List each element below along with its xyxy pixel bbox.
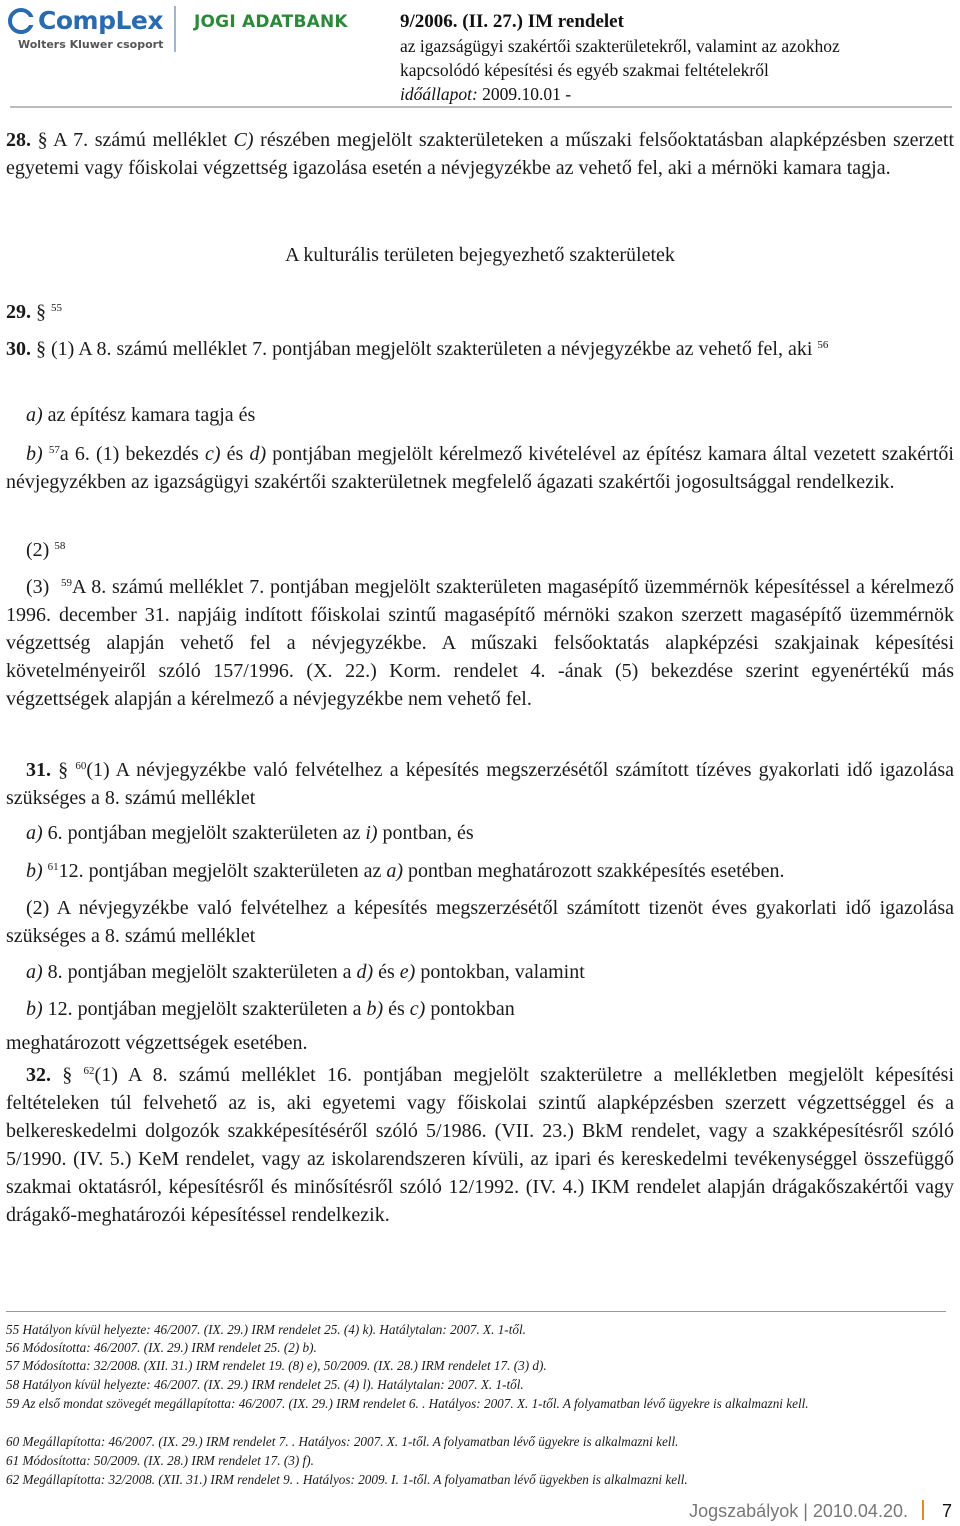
page-number: 7 [941,1501,952,1521]
header-rule [10,106,952,108]
point-italic: d) [249,443,267,465]
point-label: b) [26,860,43,882]
paragraph-29 [6,298,954,326]
header-document-info [400,10,840,106]
document-state [400,82,840,106]
paragraph-text: (1) A 8. számú melléklet 16. pontjában megjelölt szakterületre a mellékletben megjelölt képesítési feltételeken túl felvehető az is, aki egyetemi vagy főiskolai szintű alapképzésben szerzett végzettséggel és a belkereskedelmi dolgozók szakképesítéséről szóló 5/1986. (VII. 23.) BkM rendelet, vagy a szakképesítésről szóló 5/1990. (IV. 5.) KeM rendelet, vagy az iskolarendszeren kívüli, az ipari és kereskedelmi tevékenységgel összefüggő szakmai oktatásról, képesítésről és minősítésről szóló 12/1992. (IV. 4.) IKM rendelet alapján drágakőszakértői vagy drágakő-meghatározói képesítéssel rendelkezik. [6,1064,955,1226]
point-text: és [220,443,250,465]
state-value: 2009.10.01 - [477,84,572,104]
paragraph-text: (1) A névjegyzékbe való felvételhez a képesítés megszerzésétől számított tízéves gyakorlati idő igazolása szükséges a 8. számú melléklet [6,759,955,809]
footnote-56: 56 Módosította: 46/2007. (IX. 29.) IRM rendelet 25. (2) b). [6,1340,317,1355]
point-label: a) [26,961,43,983]
point-italic: i) [365,822,378,844]
footnote-ref[interactable]: 60 [75,760,87,772]
subsection-text: A 8. számú melléklet 7. pontjában megjelölt szakterületen magasépítő üzemmérnök képesítéssel a kérelmező 1996. december 31. napjáig indított főiskolai szintű magasépítő mérnöki szakon szerzett magasépítő üzemmérnök végzettség alapján vehető fel a névjegyzékbe. A műszaki felsőoktatás alapképzési szakjainak képesítési követelményeiről szóló 157/1996. (X. 22.) Korm. rendelet 4. -ának (5) bekezdése szerint egyenértékű más végzettségek alapján a kérelmező a névjegyzékbe nem vehető fel. [6,576,954,710]
point-text: pontokban [425,998,515,1020]
footnote-ref[interactable]: 61 [47,861,59,873]
footer-accent-bar [922,1500,924,1520]
footnote-ref[interactable]: 57 [48,444,60,456]
paragraph-number: 31. [26,759,51,781]
point-text: és [383,998,410,1020]
paragraph-italic: C) [233,129,254,151]
section-sign-icon: § [31,301,51,323]
point-b [6,440,954,496]
point-italic: c) [409,998,426,1020]
state-label: időállapot: [400,84,478,104]
footer-source: Jogszabályok | 2010.04.20. [689,1501,908,1521]
point-text: pontban, és [377,822,474,844]
paragraph-number: 32. [26,1064,51,1086]
point-italic: d) [356,961,374,983]
complex-logo-icon [8,8,34,34]
footnote-ref[interactable]: 62 [83,1065,95,1077]
logo-subtitle: Wolters Kluwer csoport [18,38,164,51]
subsection-3 [6,573,954,713]
document-subtitle-line2: kapcsolódó képesítési és egyéb szakmai feltételekről [400,60,769,80]
point-italic: b) [366,998,384,1020]
point-31-2-a [26,958,954,986]
page-footer [689,1500,952,1522]
subsection-31-2-tail: meghatározott végzettségek esetében. [6,1032,308,1054]
header-divider [174,6,176,52]
footnote-61: 61 Módosította: 50/2009. (IX. 28.) IRM rendelet 17. (3) f). [6,1453,314,1468]
subsection-label: (3) [26,576,50,598]
paragraph-number: 29. [6,301,31,323]
point-label: a) [26,822,43,844]
point-italic: c) [204,443,221,465]
subsection-2 [26,536,954,564]
paragraph-31 [6,756,954,812]
footnote-rule [6,1311,946,1312]
point-italic: e) [399,961,416,983]
complex-logo [8,6,168,50]
point-label: a) [26,404,43,426]
point-31-b [26,857,954,885]
point-text: és [373,961,400,983]
section-sign-icon: § [51,1064,84,1086]
paragraph-text: részében megjelölt szakterületeken a műszaki felsőoktatásban alapképzésben szerzett egyetemi vagy főiskolai végzettség igazolása esetén a névjegyzékbe az vehető fel, aki a mérnöki kamara tagja. [6,129,955,179]
footnote-57: 57 Módosította: 32/2008. (XII. 31.) IRM rendelet 19. (8) e), 50/2009. (IX. 28.) IRM rendelet 17. (3) d). [6,1358,547,1373]
section-heading: A kulturális területen bejegyezhető szakterületek [285,244,675,266]
document-title: 9/2006. (II. 27.) IM rendelet [400,11,624,32]
footnote-55: 55 Hatályon kívül helyezte: 46/2007. (IX. 29.) IRM rendelet 25. (4) k). Hatálytalan: 2007. X. 1-től. [6,1322,526,1337]
point-text: pontokban, valamint [415,961,585,983]
footnote-59: 59 Az első mondat szövegét megállapította: 46/2007. (IX. 29.) IRM rendelet 6. . Hatályos: 2007. X. 1-től. A folyamatban lévő ügyekre is alkalmazni kell. [6,1396,809,1411]
point-text: az építész kamara tagja és [42,404,256,426]
section-sign-icon: § [51,759,76,781]
footnote-ref[interactable]: 56 [817,339,829,351]
section-sign-icon: § [31,338,46,360]
point-label: b) [26,998,43,1020]
footnote-62: 62 Megállapította: 32/2008. (XII. 31.) IRM rendelet 9. . Hatályos: 2009. I. 1-től. A folyamatban lévő ügyekben is alkalmazni kell. [6,1472,688,1487]
point-label: b) [26,443,43,465]
footnote-60: 60 Megállapította: 46/2007. (IX. 29.) IRM rendelet 7. . Hatályos: 2007. X. 1-től. A folyamatban lévő ügyekre is alkalmazni kell. [6,1434,679,1449]
section-sign-icon: § [31,129,48,151]
footnote-ref[interactable]: 59 [61,577,73,589]
point-text: 8. pontjában megjelölt szakterületen a [42,961,357,983]
subsection-text: (2) A névjegyzékbe való felvételhez a képesítés megszerzésétől számított tizenöt éves gyakorlati idő igazolása szükséges a 8. számú melléklet [6,897,954,947]
paragraph-number: 28. [6,129,31,151]
point-a [26,401,954,429]
paragraph-text: A 7. számú melléklet [47,129,234,151]
footnote-ref[interactable]: 55 [51,302,62,314]
paragraph-number: 30. [6,338,31,360]
logo-brand: CompLex [38,6,163,35]
paragraph-28 [6,126,954,182]
point-text: a 6. (1) bekezdés [59,443,205,465]
paragraph-30 [6,335,954,363]
footnote-58: 58 Hatályon kívül helyezte: 46/2007. (IX. 29.) IRM rendelet 25. (4) l). Hatálytalan: 2007. X. 1-től. [6,1377,524,1392]
jogi-adatbank-logo: JOGI ADATBANK [194,12,348,32]
point-text: pontban meghatározott szakképesítés esetében. [403,860,785,882]
point-31-2-b [26,995,954,1023]
page-header [0,0,960,112]
subsection-31-2 [6,894,954,950]
point-italic: a) [386,860,403,882]
document-subtitle-line1: az igazságügyi szakértői szakterületekről, valamint az azokhoz [400,36,840,56]
paragraph-32 [6,1061,954,1229]
point-31-a [26,819,954,847]
point-text: pontjában megjelölt kérelmező kivételével az építész kamara által vezetett szakértői névjegyzékben az igazságügyi szakértői szakterületnek megfelelő ágazati szakértői jogosultsággal rendelkezik. [6,443,954,493]
subsection-label: (2) [26,539,50,561]
point-text: 12. pontjában megjelölt szakterületen a [42,998,367,1020]
footnote-ref[interactable]: 58 [54,540,66,552]
paragraph-text: (1) A 8. számú melléklet 7. pontjában megjelölt szakterületen a névjegyzékbe az vehető fel, aki [46,338,813,360]
point-text: 6. pontjában megjelölt szakterületen az [42,822,366,844]
point-text: 12. pontjában megjelölt szakterületen az [58,860,387,882]
